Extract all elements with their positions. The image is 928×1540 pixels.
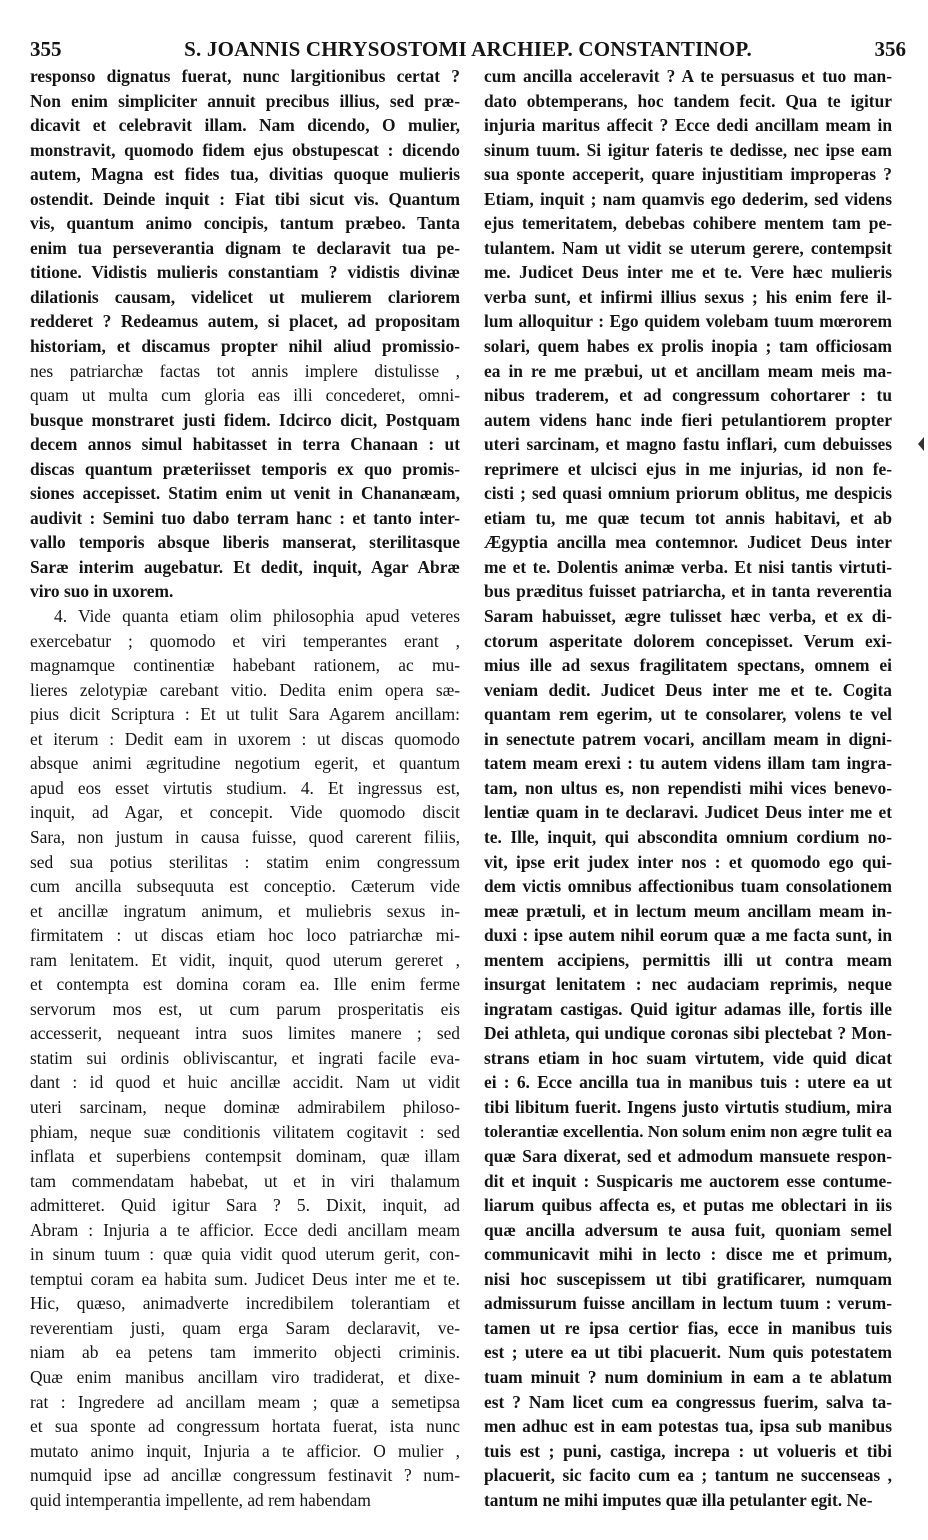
right_column-line: cum ancilla acceleravit ? A te persuasus et tuo man- [484, 66, 892, 86]
right_column-line: tibi libitum fuerit. Ingens justo virtutis studium, mira [484, 1096, 892, 1117]
right_column-line: Saram habuisset, ægre tulisset hæc verba, et ex di- [484, 606, 892, 627]
left_column-line: siones accepisset. Statim enim ut venit in Chananæam, [30, 483, 460, 504]
right_column-line: nisi hoc suscepissem ut tibi gratificarer, numquam [484, 1268, 892, 1289]
left_column-line: statim sui ordinis obliviscantur, et ingrati facile eva- [30, 1047, 460, 1068]
left_column-line: nes patriarchæ factas tot annis implere distulisse , [30, 360, 460, 381]
right_column-line: ingratam castigas. Quid igitur adamas ille, fortis ille [484, 998, 892, 1019]
left_column-line: historiam, et discamus propter nihil aliud promissio- [30, 336, 460, 357]
right_column-line: quæ Sara dixerat, sed et admodum mansuete respon- [484, 1146, 892, 1167]
right_column-line: duxi : ipse autem nihil eorum quæ a me facta sunt, in [484, 925, 892, 946]
right_column-line: mentem accipiens, permittis illi ut contra meam [484, 949, 892, 970]
left_column-line: monstravit, quomodo fidem ejus obstupescat : dicendo [30, 139, 460, 160]
left_column-line: cum ancilla subsequuta est conceptio. Cæterum vide [30, 876, 460, 897]
right_column-line: men adhuc est in eam potestas tua, ipsa sub manibus [484, 1416, 892, 1437]
left_column-line: inquit, ad Agar, et concepit. Vide quomodo discit [30, 802, 460, 823]
right_column-line: meæ prætuli, et in lectum meum ancillam meam in- [484, 900, 892, 921]
right_column-line: placuerit, sic facito cum ea ; tantum ne succenseas , [484, 1465, 892, 1486]
right_column-line: tuis est ; puni, castiga, increpa : ut volueris et tibi [484, 1440, 892, 1461]
right_column-line: est ? Nam licet cum ea congressus fuerim, salva ta- [484, 1391, 892, 1412]
right_column-line: dem victis omnibus affectionibus tuam consolationem [484, 876, 892, 897]
left_column-line: Abram : Injuria a te afficior. Ecce dedi ancillam meam [30, 1219, 460, 1240]
left_column-line: rat : Ingredere ad ancillam meam ; quæ a semetipsa [30, 1391, 460, 1412]
left_column-line: accesserit, nequeant intra suos limites manere ; sed [30, 1023, 460, 1044]
right_column-line: Dei athleta, qui undique coronas sibi plectebat ? Mon- [484, 1023, 892, 1044]
right_column-line: Etiam, inquit ; nam quamvis ego dederim, sed videns [484, 188, 892, 209]
left_column-line: mutato animo inquit, Injuria a te afficior. O mulier , [30, 1440, 460, 1461]
right_column-line: uteri sarcinam, et magno fastu inflari, cum debuisses [484, 434, 892, 455]
left_column-line: ostendit. Deinde inquit : Fiat tibi sicut vis. Quantum [30, 188, 460, 209]
right_column-line: me. Judicet Deus inter me et te. Vere hæc mulieris [484, 262, 892, 283]
right_column-line: verba sunt, et infirmi illius sexus ; his enim fere il- [484, 286, 892, 307]
right_column-line: injuria maritus affecit ? Ecce dedi ancillam meam in [484, 115, 892, 136]
left_column-line: Hic, quæso, animadverte incredibilem tolerantiam et [30, 1293, 460, 1314]
margin-mark-icon [918, 437, 924, 451]
left_column-line: viro suo in uxorem. [30, 581, 174, 602]
left_column-line: busque monstraret justi fidem. Idcirco dicit, Postquam [30, 409, 460, 430]
left_column-line: Non enim simpliciter annuit precibus illius, sed præ- [30, 90, 460, 111]
right_column-line: reprimere et ulcisci ejus in me injurias, id non fe- [484, 458, 892, 479]
left_column-line: ram lenitatem. Et vidit, inquit, quod uterum gereret , [30, 949, 460, 970]
left_column-line: decem annos simul habitasset in terra Chanaan : ut [30, 434, 460, 455]
right_column-line: tatem meam erexi : tu autem videns illam tam ingra- [484, 753, 892, 774]
right_column-line: mius ille ad sexus fragilitatem spectans, omnem ei [484, 655, 892, 676]
right_column-line: communicavit mihi in lecto : disce me et primum, [484, 1244, 892, 1265]
left_column-line: exercebatur ; quomodo et viri temperantes erant , [30, 630, 460, 651]
right_column-line: ei : 6. Ecce ancilla tua in manibus tuis : utere ea ut [484, 1072, 892, 1093]
right_column-line: tam, non ultus es, non rependisti mihi vices benevo- [484, 777, 892, 798]
left_column-line: absque animi ægritudine negotium egerit, et quantum [30, 753, 460, 774]
right_column-line: dit et inquit : Suspicaris me auctorem esse contume- [484, 1170, 892, 1191]
left_column-line: Saræ interim augebatur. Et dedit, inquit, Agar Abræ [30, 556, 460, 577]
left_column-line: dicavit et celebravit illam. Nam dicendo, O mulier, [30, 115, 460, 136]
left_column-line: firmitatem : ut discas etiam hoc loco patriarchæ mi- [30, 925, 460, 946]
left_column-line: et ancillæ ingratum animum, et muliebris sexus in- [30, 900, 460, 921]
right_column-line: te. Ille, inquit, qui abscondita omnium cordium no- [484, 826, 892, 847]
left_column-line: vis, quantum animo concipis, tantum præbeo. Tanta [30, 213, 460, 234]
right_column-line: sinum tuum. Si igitur fateris te dedisse, nec ipse eam [484, 139, 892, 160]
left_column-line: autem, Magna est fides tua, divitias quoque mulieris [30, 164, 460, 185]
right_column-line: nibus traderem, et ad congressum cohortarer : tu [484, 385, 892, 406]
right_column-line: tolerantiæ excellentia. Non solum enim non ægre tulit ea [484, 1121, 892, 1141]
left_column-line: tam commendatam habebat, ut et in viri thalamum [30, 1170, 460, 1191]
left_column-line: Quæ enim manibus ancillam viro tradiderat, et dixe- [30, 1366, 460, 1387]
left_column-line: temptui coram ea habita sum. Judicet Deus inter me et te. [30, 1268, 460, 1289]
left_column-line: admitteret. Quid igitur Sara ? 5. Dixit, inquit, ad [30, 1195, 460, 1216]
left_column-line: audivit : Semini tuo dabo terram hanc : et tanto inter- [30, 507, 460, 528]
right_column-line: in senectute patrem vocari, ancillam meam in digni- [484, 728, 892, 749]
right_column-line: vit, ipse erit judex inter nos : et quomodo ego qui- [484, 851, 892, 872]
left_column-line: niam ab ea petens tam immerito objecti criminis. [30, 1342, 460, 1363]
left_column-line: reverentiam justi, quam erga Saram declaravit, ve- [30, 1317, 460, 1338]
left_column-line: redderet ? Redeamus autem, si placet, ad propositam [30, 311, 460, 332]
right_column-line: est ; utere ea ut tibi placuerit. Num quis potestatem [484, 1342, 892, 1363]
right_column-line: tulantem. Nam ut vidit se uterum gerere, contempsit [484, 237, 892, 258]
right_column-line: liarum quibus affecta es, et putas me oblectari in iis [484, 1195, 892, 1216]
right_column-line: veniam dedit. Judicet Deus inter me et te. Cogita [484, 679, 892, 700]
left_column-line: apud eos esset virtutis studium. 4. Et ingressus est, [30, 777, 460, 798]
right_column-line: insurgat lenitatem : nec audaciam reprimis, neque [484, 974, 892, 995]
left_column-line: quid intemperantia impellente, ad rem habendam [30, 1489, 371, 1510]
page-header [30, 34, 906, 64]
right_column-line: lentiæ quam in te declaravi. Judicet Deus inter me et [484, 802, 892, 823]
right_column-line: tantum ne mihi imputes quæ illa petulanter egit. Ne- [484, 1489, 873, 1510]
left_column-line: et contempta est domina coram ea. Ille enim ferme [30, 974, 460, 995]
right_column-line: ejus temeritatem, debebas cohibere mentem tam pe- [484, 213, 892, 234]
right_column-line: ea in re me præbui, ut et ancillam meam meis ma- [484, 360, 892, 381]
left_column-line: 4. Vide quanta etiam olim philosophia apud veteres [54, 606, 460, 627]
left_column-line: servorum mos est, ut cum parum prosperitatis eis [30, 998, 460, 1019]
right_column-line: me et te. Dolentis animæ verba. Et nisi tantis virtuti- [484, 556, 892, 577]
left_column-line: dant : id quod et huic ancillæ accidit. Nam ut vidit [30, 1072, 460, 1093]
left_column-line: responso dignatus fuerat, nunc largitionibus certat ? [30, 66, 460, 86]
left_column-line: enim tua perseverantia dignam te declaravit tua pe- [30, 237, 460, 258]
left_column-line: in sinum tuum : quæ quia vidit quod uterum gerit, con- [30, 1244, 460, 1265]
left_column-line: pius dicit Scriptura : Et ut tulit Sara Agarem ancillam: [30, 704, 460, 725]
running-head: S. JOANNIS CHRYSOSTOMI ARCHIEP. CONSTANTINOP. [184, 37, 752, 61]
right-column [484, 64, 892, 1512]
left_column-line: quam ut multa cum gloria eas illi concederet, omni- [30, 385, 460, 406]
left_column-line: Sara, non justum in causa fuisse, quod carerent filiis, [30, 826, 460, 847]
right_column-line: etiam tu, me quæ tecum tot annis habitavi, et ab [484, 507, 892, 528]
left-column [30, 64, 460, 1512]
right_column-line: dato obtemperans, hoc tandem fecit. Qua te igitur [484, 90, 892, 111]
left_column-line: phiam, neque suæ conditionis vilitatem cogitavit : sed [30, 1121, 460, 1142]
right_column-line: tamen ut re ipsa certior fias, ecce in manibus tuis [484, 1317, 892, 1338]
page-number-right: 356 [874, 37, 906, 61]
left_column-line: et sua sponte ad congressum hortata fuerat, ista nunc [30, 1416, 460, 1437]
right_column-line: quantam rem egerim, ut te consolarer, volens te vel [484, 704, 892, 725]
left_column-line: inflata et superbiens contempsit dominam, quæ illam [30, 1146, 460, 1167]
left_column-line: sed sua potius sterilitas : statim enim congressum [30, 851, 460, 872]
left_column-line: numquid ipse ad ancillæ congressum festinavit ? num- [30, 1465, 460, 1486]
left_column-line: lieres zelotypiæ carebant vitio. Dedita enim opera sæ- [30, 679, 460, 700]
left_column-line: magnamque continentiæ habebant rationem, ac mu- [30, 655, 460, 676]
right_column-line: bus præditus fuisset patriarcha, et in tanta reverentia [484, 581, 892, 602]
left_column-line: vallo temporis absque liberis manserat, sterilitasque [30, 532, 460, 553]
right_column-line: cisti ; sed quasi omnium priorum oblitus, me despicis [484, 483, 892, 504]
left_column-line: titione. Vidistis mulieris constantiam ? vidistis divinæ [30, 262, 460, 283]
right_column-line: tuam minuit ? num dominium in eam a te ablatum [484, 1366, 892, 1387]
right_column-line: solari, quem habes ex prolis inopia ; tam officiosam [484, 336, 892, 357]
right_column-line: ctorum asperitate dolorem concepisset. Verum exi- [484, 630, 892, 651]
left_column-line: et iterum : Dedit eam in uxorem : ut discas quomodo [30, 728, 460, 749]
left_column-line: discas quantum præteriisset temporis ex quo promis- [30, 458, 460, 479]
right_column-line: admissurum fuisse ancillam in lectum tuum : verum- [484, 1293, 892, 1314]
right_column-line: Ægyptia ancilla mea contemnor. Judicet Deus inter [484, 532, 892, 553]
right_column-line: quæ ancilla adversum te ausa fuit, quoniam semel [484, 1219, 892, 1240]
right_column-line: autem videns hanc inde fieri petulantiorem propter [484, 409, 892, 430]
right_column-line: lum alloquitur : Ego quidem volebam tuum mœrorem [484, 311, 892, 332]
right_column-line: strans etiam in hoc suam virtutem, vide quid dicat [484, 1047, 892, 1068]
left_column-line: uteri sarcinam, neque dominæ admirabilem philoso- [30, 1096, 460, 1117]
left_column-line: dilationis causam, videlicet ut mulierem clariorem [30, 286, 460, 307]
page-number-left: 355 [30, 37, 62, 61]
right_column-line: sua sponte acceperit, quare injustitiam improperas ? [484, 164, 892, 185]
